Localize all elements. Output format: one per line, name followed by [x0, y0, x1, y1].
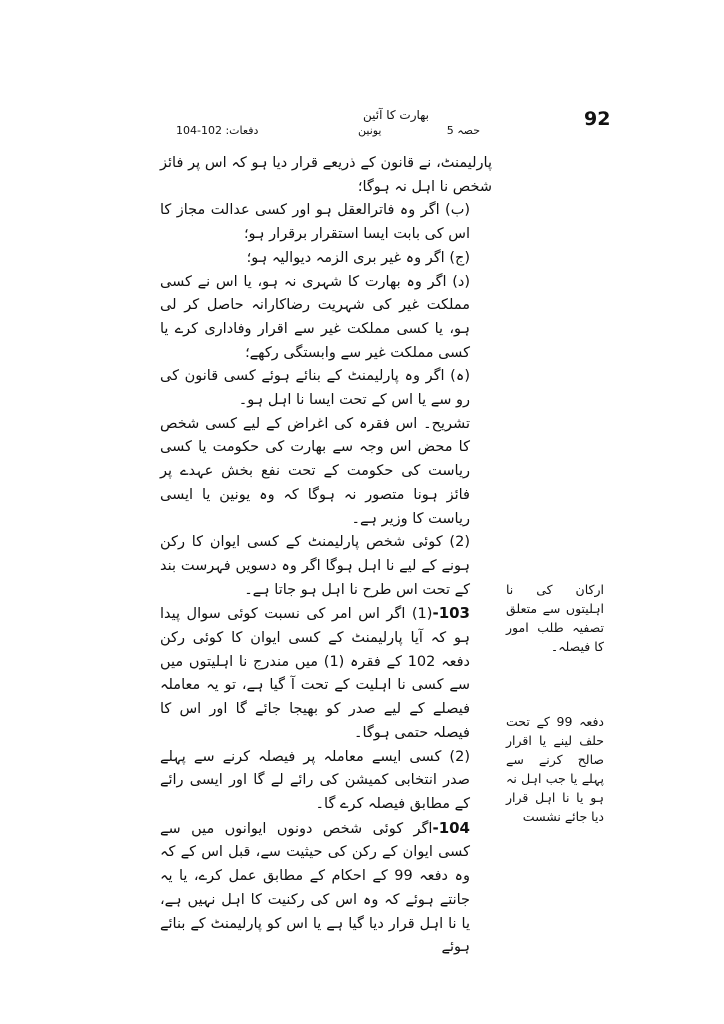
side-note-104: دفعہ 99 کے تحت حلف لینے یا اقرار صالح کرنے سے پہلے یا جب اہل نہ ہو یا نا اہل قرار دیا جائے نشست [506, 714, 604, 824]
running-header [176, 124, 480, 140]
explanation: تشریح۔ اس فقرہ کی اغراض کے لیے کسی شخص کا محض اس وجہ سے بھارت کی حکومت یا کسی ریاست کی حکومت کے تحت نفع بخش عہدے پر فائز ہونا متصور نہ ہوگا کہ وہ یونین یا ایسی ریاست کا وزیر ہے۔ [160, 415, 470, 527]
subclause-2: (2) کوئی شخص پارلیمنٹ کے کسی ایوان کا رکن ہونے کے لیے نا اہل ہوگا اگر وہ دسویں فہرست بند کے تحت اس طرح نا اہل ہو جاتا ہے۔ [160, 534, 470, 598]
article-number: 103- [432, 604, 470, 623]
header-chapter: یونین [358, 124, 382, 137]
header-part: حصہ 5 [446, 124, 480, 137]
article-104 [160, 817, 492, 960]
clause-e: (ہ) اگر وہ پارلیمنٹ کے بنائے ہوئے کسی قانون کی رو سے یا اس کے تحت ایسا نا اہل ہو۔ [160, 368, 470, 409]
side-note-103: ارکان کی نا اہلیتوں سے متعلق تصفیہ طلب امور کا فیصلہ۔ [506, 582, 604, 654]
clause-d: (د) اگر وہ بھارت کا شہری نہ ہو، یا اس نے کسی مملکت غیر کی شہریت رضاکارانہ حاصل کر لی ہو، یا کسی مملکت غیر سے اقرار وفاداری کرے یا کسی مملکت غیر سے وابستگی رکھے؛ [160, 273, 470, 361]
article-103-clause-1 [160, 602, 492, 745]
running-title: بھارت کا آئین [362, 108, 430, 122]
article-body [160, 152, 492, 960]
article-text: اگر کوئی شخص دونوں ایوانوں میں سے کسی ایوان کے رکن کی حیثیت سے، قبل اس کے کہ وہ دفعہ 99 کے احکام کے مطابق عمل کرے، یا یہ جانتے ہوئے کہ وہ اس کی رکنیت کا اہل نہیں ہے، یا نا اہل قرار دیا گیا ہے یا اس کو پارلیمنٹ کے بنائے ہوئے [160, 820, 470, 956]
clause-c: (ج) اگر وہ غیر بری الزمہ دیوالیہ ہو؛ [246, 249, 470, 266]
article-text: (1) اگر اس امر کی نسبت کوئی سوال پیدا ہو کہ آیا پارلیمنٹ کے کسی ایوان کا کوئی رکن دفعہ 102 کے فقرہ (1) میں مندرج نا اہلیتوں میں سے کسی نا اہلیت کے تحت آ گیا ہے، تو یہ معاملہ فیصلے کے لیے صدر کو بھیجا جائے گا اور اس کا فیصلہ حتمی ہوگا۔ [160, 606, 470, 741]
paragraph: پارلیمنٹ، نے قانون کے ذریعے قرار دیا ہو کہ اس پر فائز شخص نا اہل نہ ہوگا؛ [160, 155, 492, 195]
clause-b: (ب) اگر وہ فاترالعقل ہو اور کسی عدالت مجاز کا اس کی بابت ایسا استقرار برقرار ہو؛ [160, 202, 470, 243]
header-articles: دفعات: 102-104 [176, 124, 259, 137]
page-number: 92 [584, 108, 611, 130]
article-103-clause-2: (2) کسی ایسے معاملہ پر فیصلہ کرنے سے پہلے صدر انتخابی کمیشن کی رائے لے گا اور ایسی رائے کے مطابق فیصلہ کرے گا۔ [160, 748, 470, 812]
article-number: 104- [432, 818, 470, 837]
